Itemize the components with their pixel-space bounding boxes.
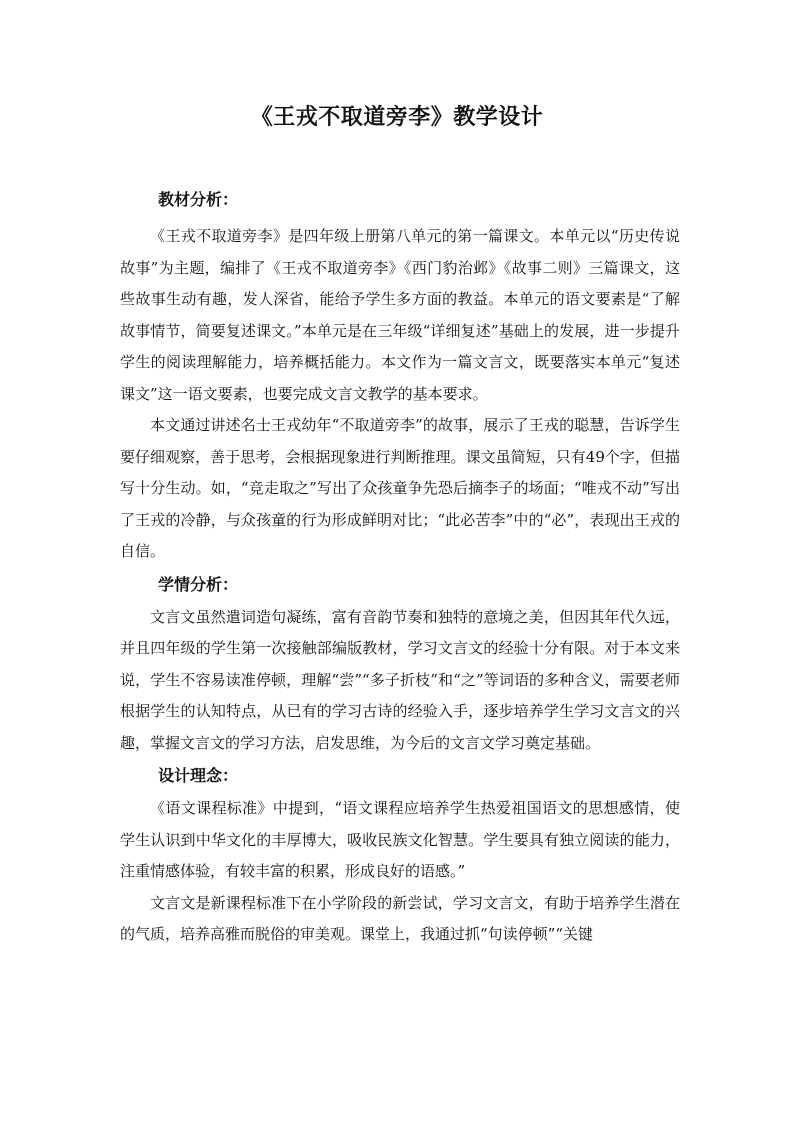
section-heading-design-concept: 设计理念： — [158, 766, 239, 785]
section-heading-student-analysis: 学情分析： — [158, 574, 239, 594]
paragraph: 《王戎不取道旁李》是四年级上册第八单元的第一篇课文。本单元以“历史传说故事”为主题，编排了《王戎不取道旁李》《西门豹治邺》《故事二则》三篇课文，这些故事生动有趣，发人深省，能给予学生多方面的教益。本单元的语文要素是“了解故事情节，简要复述课文。”本单元是在三年级“详细复述”基础上的发展，进一步提升学生的阅读理解能力，培养概括能力。本文作为一篇文言文，既要落实本单元“复述课文”这一语文要素，也要完成文言文教学的基本要求。 — [120, 227, 680, 403]
document-body — [120, 183, 680, 951]
paragraph: 本文通过讲述名士王戎幼年“不取道旁李”的故事，展示了王戎的聪慧，告诉学生要仔细观察，善于思考，会根据现象进行判断推理。课文虽简短，只有49个字，但描写十分生动。如，“竞走取之”写出了众孩童争先恐后摘李子的场面；“唯戎不动”写出了王戎的冷静，与众孩童的行为形成鲜明对比；“此必苦李”中的“必”，表现出王戎的自信。 — [120, 416, 680, 560]
paragraph: 文言文虽然遣词造句凝练，富有音韵节奏和独特的意境之美，但因其年代久远，并且四年级的学生第一次接触部编版教材，学习文言文的经验十分有限。对于本文来说，学生不容易读准停顿，理解“尝”“多子折枝”和“之”等词语的多种含义，需要老师根据学生的认知特点，从已有的学习古诗的经验入手，逐步培养学生学习文言文的兴趣，掌握文言文的学习方法，启发思维，为今后的文言文学习奠定基础。 — [120, 607, 680, 752]
document-title: 《王戎不取道旁李》教学设计 — [250, 105, 544, 130]
paragraph: 《语文课程标准》中提到，“语文课程应培养学生热爱祖国语文的思想感情，使学生认识到中华文化的丰厚博大，吸收民族文化智慧。学生要具有独立阅读的能力，注重情感体验，有较丰富的积累，形成良好的语感。” — [120, 799, 680, 880]
paragraph: 文言文是新课程标准下在小学阶段的新尝试，学习文言文，有助于培养学生潜在的气质，培养高雅而脱俗的审美观。课堂上，我通过抓“句读停顿”“关键 — [120, 893, 680, 943]
section-heading-textbook-analysis: 教材分析： — [158, 190, 239, 209]
